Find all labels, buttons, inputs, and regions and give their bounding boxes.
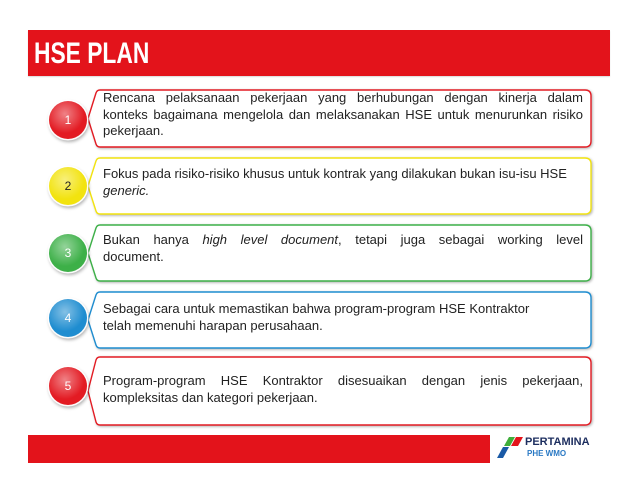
pertamina-logo bbox=[496, 434, 596, 462]
plan-item-5 bbox=[0, 356, 600, 426]
number-badge bbox=[49, 299, 87, 337]
logo-blue-shape bbox=[497, 447, 509, 458]
item-text bbox=[103, 166, 583, 199]
item-number: 2 bbox=[64, 179, 72, 193]
number-badge bbox=[49, 101, 87, 139]
item-number: 4 bbox=[64, 311, 72, 325]
item-text bbox=[103, 373, 583, 406]
item-number: 5 bbox=[64, 379, 72, 393]
text-segment: Bukan hanya bbox=[103, 232, 203, 247]
text-segment: kompleksitas dan kategori pekerjaan. bbox=[103, 389, 318, 405]
item-text-line bbox=[103, 123, 583, 140]
item-number: 3 bbox=[64, 246, 72, 260]
item-text-line bbox=[103, 107, 583, 124]
item-text-line bbox=[103, 318, 583, 335]
number-badge bbox=[49, 367, 87, 405]
number-badge bbox=[49, 234, 87, 272]
plan-item-3 bbox=[0, 224, 600, 282]
text-segment: konteks bagaimana mengelola dan melaksanakan HSE untuk menurunkan risiko bbox=[103, 106, 583, 122]
emphasis-text: high level document bbox=[202, 232, 339, 247]
item-text-line bbox=[103, 301, 583, 318]
item-text bbox=[103, 301, 583, 334]
text-segment: , tetapi juga sebagai working level bbox=[338, 232, 583, 247]
plan-item-4 bbox=[0, 291, 600, 349]
text-segment: Fokus pada risiko-risiko khusus untuk kontrak yang dilakukan bukan isu-isu HSE bbox=[103, 166, 567, 181]
text-segment: Sebagai cara untuk memastikan bahwa program-program HSE Kontraktor bbox=[103, 301, 530, 316]
text-segment: Program-program HSE Kontraktor disesuaikan dengan jenis pekerjaan, bbox=[103, 373, 583, 388]
item-text-line bbox=[103, 232, 583, 249]
plan-item-2 bbox=[0, 157, 600, 215]
header-bar bbox=[28, 30, 610, 76]
page-title: HSE PLAN bbox=[34, 37, 150, 70]
emphasis-text: generic. bbox=[103, 182, 150, 198]
item-text-line bbox=[103, 390, 583, 407]
item-text-line bbox=[103, 183, 583, 200]
item-text bbox=[103, 232, 583, 265]
plan-item-1 bbox=[0, 89, 600, 148]
text-segment: pekerjaan. bbox=[103, 123, 164, 138]
item-text-line bbox=[103, 373, 583, 390]
item-number: 1 bbox=[64, 113, 72, 127]
item-text-line bbox=[103, 166, 583, 183]
brand-name: PERTAMINA bbox=[525, 436, 590, 448]
item-text-line bbox=[103, 90, 583, 107]
item-text bbox=[103, 90, 583, 140]
text-segment: document. bbox=[103, 248, 164, 264]
item-text-line bbox=[103, 249, 583, 266]
pertamina-logo-icon bbox=[496, 435, 524, 459]
number-badge bbox=[49, 167, 87, 205]
business-unit-label: PHE WMO bbox=[527, 449, 567, 458]
text-segment: Rencana pelaksanaan pekerjaan yang berhubungan dengan kinerja dalam bbox=[103, 90, 583, 105]
text-segment: telah memenuhi harapan perusahaan. bbox=[103, 317, 323, 333]
footer-bar bbox=[28, 435, 490, 463]
